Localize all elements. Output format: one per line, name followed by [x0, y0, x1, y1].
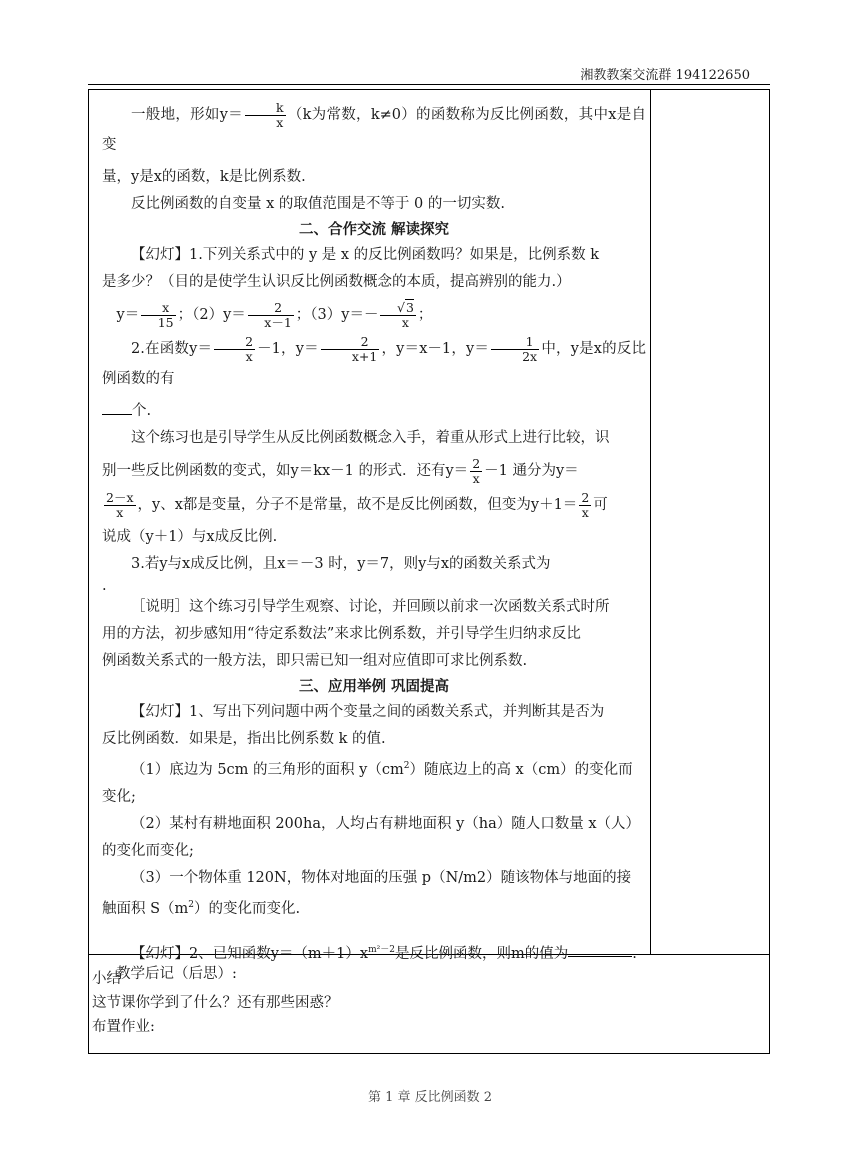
question-2-blank-line: 个.	[102, 398, 646, 425]
problem-1: （1）底边为 5cm 的三角形的面积 $y(cm^2)$随底边上的高 x（cm）的变化而	[131, 761, 633, 778]
note-line-1: ［说明］这个练习引导学生观察、讨论，并回顾以前求一次函数关系式时所	[131, 599, 610, 615]
explanation-line-3: $\frac{2-x}{x}$ ，y、x都是变量，分子不是常量，故不是反比例函数，但变为y＋1＝ $\frac{2}{x}$ 可	[106, 489, 608, 520]
problem-2-cont: 的变化而变化;	[102, 842, 194, 859]
reflection-label: 教学后记（后思）:	[116, 966, 237, 982]
summary-title: 小结	[92, 971, 121, 988]
fraction-k-over-x: $\frac{k}{x}$	[245, 101, 286, 130]
explanation-line-2: 别一些反比例函数的变式，如y＝kx－1 的形式．还有y＝ $\frac{2}{x}$ －1 通分为y＝	[102, 455, 579, 486]
lesson-content	[92, 96, 647, 1039]
problem-2: （2）某村有耕地面积 200ha，人均占有耕地面积 y（ha）随人口数量 x（人）	[131, 815, 641, 832]
question-2: 2.在函数y＝ $\frac{2}{x}$ －1，y＝ $\frac{2}{x+1}$ ，y＝x－1，y＝ $\frac{1}{2x}$ 中，y是x的反比例函数的有	[102, 333, 647, 387]
answer-blank[interactable]	[102, 400, 132, 415]
answer-blank-m[interactable]	[568, 942, 632, 957]
question-1-line-2: 是多少？（目的是使学生认识反比例函数概念的本质，提高辨别的能力.）	[102, 274, 571, 290]
homework-label: 布置作业:	[92, 1019, 155, 1036]
definition-line-2: 量，y是x的函数，k是比例系数.	[102, 169, 306, 185]
explanation-line-4: 说成（y＋1）与x成反比例.	[102, 529, 278, 545]
application-intro-2: 反比例函数．如果是，指出比例系数 k 的值.	[102, 731, 386, 747]
question-3: 3.若y与x成反比例，且x＝－3 时，y＝7，则y与x的函数关系式为	[131, 556, 551, 572]
question-1-line-1: 【幻灯】1.下列关系式中的 y 是 x 的反比例函数吗？如果是，比例系数 k	[131, 247, 600, 263]
application-intro-1: 【幻灯】1、写出下列问题中两个变量之间的函数关系式，并判断其是否为	[131, 704, 605, 720]
section-heading-3: 三、应用举例 巩固提高	[298, 678, 450, 695]
note-line-3: 例函数关系式的一般方法，即只需已知一组对应值即可求比例系数.	[102, 653, 528, 669]
definition-line: 一般地，形如y＝ $\frac{k}{x}$ （k为常数，k≠0）的函数称为反比例函数，其中x是自变	[102, 99, 646, 153]
question-3-end: .	[102, 578, 107, 594]
column-divider	[650, 89, 651, 954]
header-rule	[88, 84, 770, 85]
section-heading-2: 二、合作交流 解读探究	[298, 221, 450, 238]
question-1-expressions: y＝ $\frac{x}{15}$ ；（2）y＝ $\frac{2}{x-1}$ ；（3）y＝－ $\frac{√3}{x}$ ；	[116, 299, 433, 330]
page-footer: 第 1 章 反比例函数 2	[367, 1090, 493, 1105]
summary-question: 这节课你学到了什么？还有那些困惑？	[92, 995, 339, 1012]
domain-line: 反比例函数的自变量 x 的取值范围是不等于 0 的一切实数.	[131, 196, 505, 212]
page-header: 湘教教案交流群 194122650	[580, 68, 750, 83]
question-m: 【幻灯】2、已知函数$y=(m+1)x^{m^2-2}$是反比例函数，则m的值为 .	[102, 937, 646, 968]
explanation-line-1: 这个练习也是引导学生从反比例函数概念入手，着重从形式上进行比较，识	[131, 430, 610, 446]
note-line-2: 用的方法，初步感知用“待定系数法”来求比例系数，并引导学生归纳求反比	[102, 626, 581, 642]
problem-1-cont: 变化;	[102, 788, 136, 805]
problem-3-cont: 触面积 $S(m^2)$的变化而变化.	[102, 899, 301, 917]
problem-3: （3）一个物体重 120N，物体对地面的压强 p（N/m2）随该物体与地面的接	[131, 869, 632, 886]
